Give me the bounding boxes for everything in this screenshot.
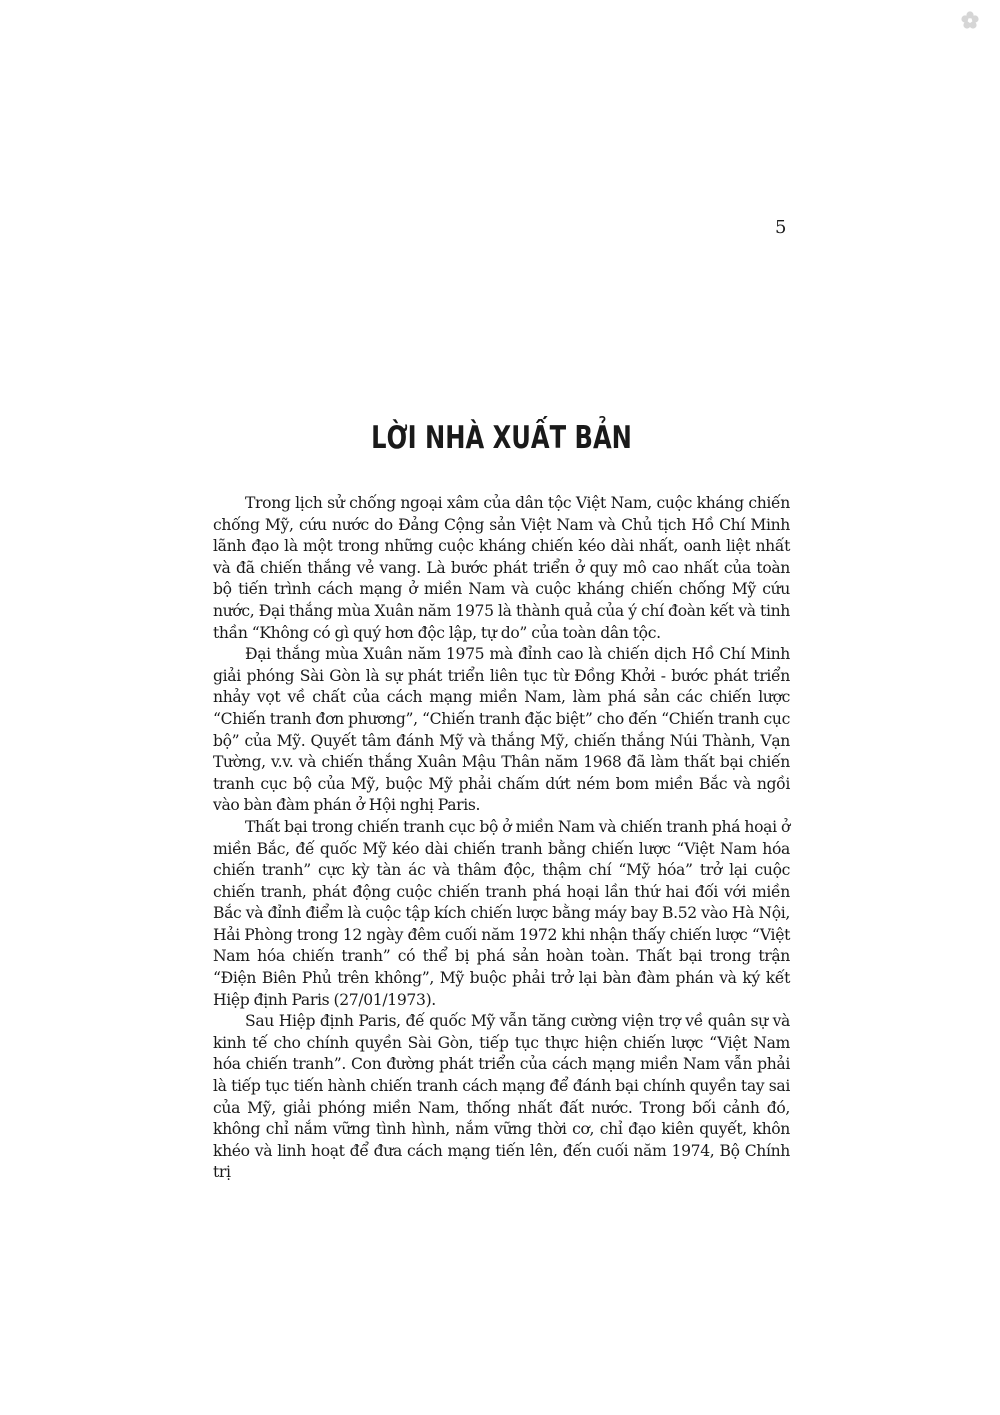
- page-number: 5: [775, 217, 787, 238]
- body-text: [213, 493, 790, 1184]
- paragraph: Thất bại trong chiến tranh cục bộ ở miền Nam và chiến tranh phá hoại ở miền Bắc, đế quốc Mỹ kéo dài chiến tranh bằng chiến lược “Việt Nam hóa chiến tranh” cực kỳ tàn ác và thâm độc, thậm chí “Mỹ hóa” trở lại cuộc chiến tranh, phát động cuộc chiến tranh phá hoại lần thứ hai đối với miền Bắc và đỉnh điểm là cuộc tập kích chiến lược bằng máy bay B.52 vào Hà Nội, Hải Phòng trong 12 ngày đêm cuối năm 1972 khi nhận thấy chiến lược “Việt Nam hóa chiến tranh” có thể bị phá sản hoàn toàn. Thất bại trong trận “Điện Biên Phủ trên không”, Mỹ buộc phải trở lại bàn đàm phán và ký kết Hiệp định Paris (27/01/1973).: [213, 817, 790, 1009]
- flower-ornament-icon: [960, 10, 980, 30]
- page-title: LỜI NHÀ XUẤT BẢN: [371, 420, 632, 456]
- paragraph: Sau Hiệp định Paris, đế quốc Mỹ vẫn tăng cường viện trợ về quân sự và kinh tế cho chính quyền Sài Gòn, tiếp tục thực hiện chiến lược “Việt Nam hóa chiến tranh”. Con đường phát triển của cách mạng miền Nam vẫn phải là tiếp tục tiến hành chiến tranh cách mạng để đánh bại chính quyền tay sai của Mỹ, giải phóng miền Nam, thống nhất đất nước. Trong bối cảnh đó, không chỉ nắm vững tình hình, nắm vững thời cơ, chỉ đạo kiên quyết, khôn khéo và linh hoạt để đưa cách mạng tiến lên, đến cuối năm 1974, Bộ Chính trị: [213, 1012, 790, 1182]
- paragraph: Trong lịch sử chống ngoại xâm của dân tộc Việt Nam, cuộc kháng chiến chống Mỹ, cứu nước do Đảng Cộng sản Việt Nam và Chủ tịch Hồ Chí Minh lãnh đạo là một trong những cuộc kháng chiến kéo dài nhất, oanh liệt nhất và đã chiến thắng vẻ vang. Là bước phát triển ở quy mô cao nhất của toàn bộ tiến trình cách mạng ở miền Nam và cuộc kháng chiến chống Mỹ cứu nước, Đại thắng mùa Xuân năm 1975 là thành quả của ý chí đoàn kết và tinh thần “Không có gì quý hơn độc lập, tự do” của toàn dân tộc.: [213, 494, 790, 642]
- paragraph: Đại thắng mùa Xuân năm 1975 mà đỉnh cao là chiến dịch Hồ Chí Minh giải phóng Sài Gòn là sự phát triển liên tục từ Đồng Khởi - bước phát triển nhảy vọt về chất của cách mạng miền Nam, làm phá sản các chiến lược “Chiến tranh đơn phương”, “Chiến tranh đặc biệt” cho đến “Chiến tranh cục bộ” của Mỹ. Quyết tâm đánh Mỹ và thắng Mỹ, chiến thắng Núi Thành, Vạn Tường, v.v. và chiến thắng Xuân Mậu Thân năm 1968 đã làm thất bại chiến tranh cục bộ của Mỹ, buộc Mỹ phải chấm dứt ném bom miền Bắc và ngồi vào bàn đàm phán ở Hội nghị Paris.: [213, 645, 790, 815]
